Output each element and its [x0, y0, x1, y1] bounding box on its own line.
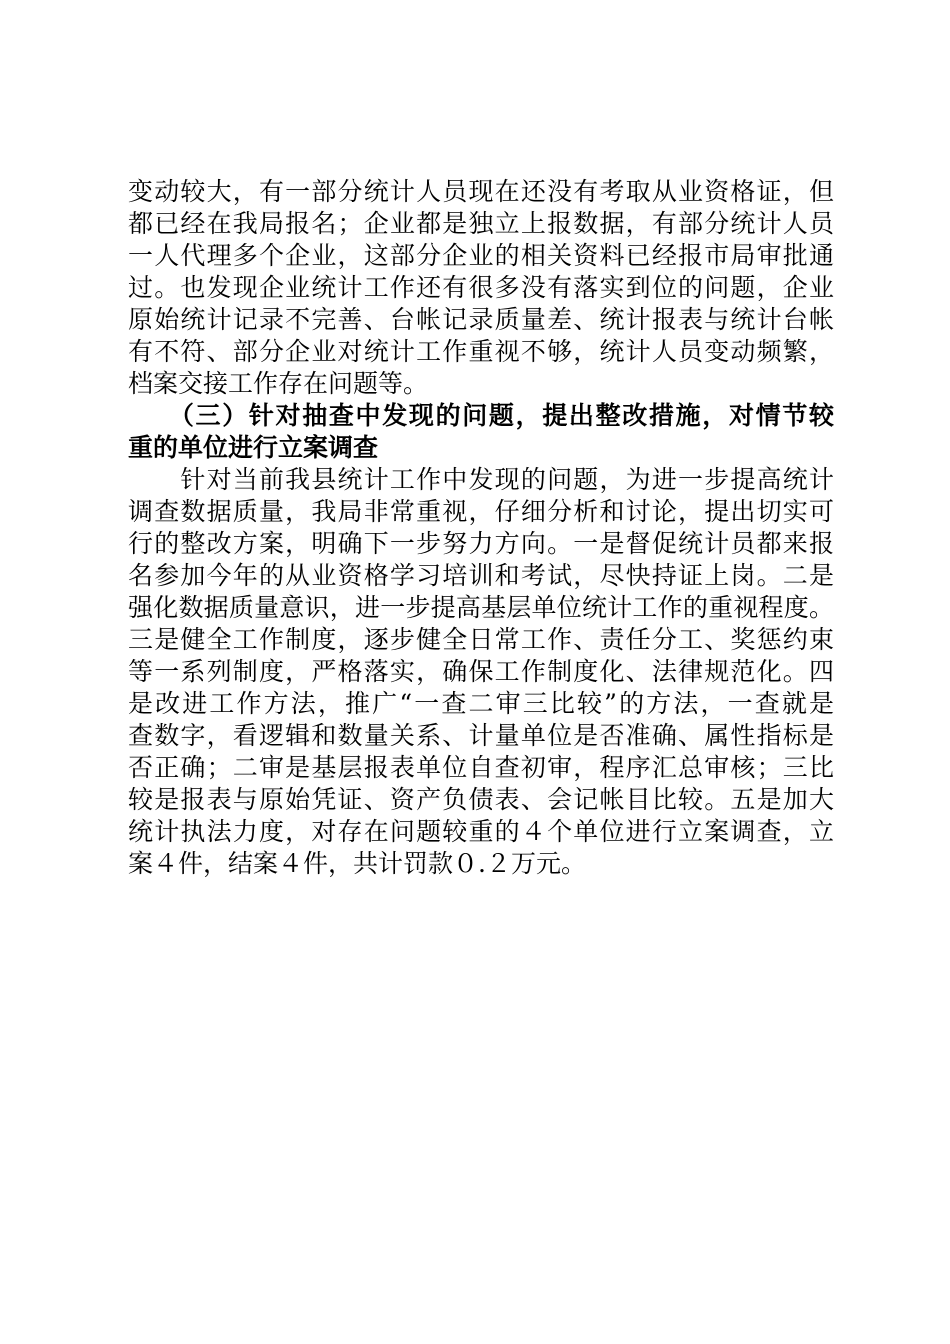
section-heading	[128, 400, 834, 464]
text-line: 一人代理多个企业，这部分企业的相关资料已经报市局审批通	[128, 241, 834, 270]
text-line: 档案交接工作存在问题等。	[128, 369, 429, 398]
text-line: 案４件，结案４件，共计罚款０.２万元。	[128, 849, 586, 878]
text-line: 原始统计记录不完善、台帐记录质量差、统计报表与统计台帐	[128, 305, 834, 334]
heading-line: 重的单位进行立案调查	[128, 433, 379, 462]
text-line: 三是健全工作制度，逐步健全日常工作、责任分工、奖惩约束	[128, 625, 834, 654]
text-line: 是改进工作方法，推广“一查二审三比较”的方法，一查就是	[128, 689, 834, 718]
text-line: 变动较大，有一部分统计人员现在还没有考取从业资格证，但	[128, 177, 834, 206]
text-line: 较是报表与原始凭证、资产负债表、会记帐目比较。五是加大	[128, 785, 834, 814]
paragraph-2	[128, 464, 834, 880]
text-line: 名参加今年的从业资格学习培训和考试，尽快持证上岗。二是	[128, 561, 834, 590]
text-line: 都已经在我局报名；企业都是独立上报数据，有部分统计人员	[128, 209, 834, 238]
document-body	[128, 176, 834, 880]
text-line: 针对当前我县统计工作中发现的问题，为进一步提高统计	[128, 465, 834, 494]
text-line: 调查数据质量，我局非常重视，仔细分析和讨论，提出切实可	[128, 497, 834, 526]
heading-line: （三）针对抽查中发现的问题，提出整改措施，对情节较	[128, 401, 834, 430]
text-line: 有不符、部分企业对统计工作重视不够，统计人员变动频繁，	[128, 337, 834, 366]
text-line: 过。也发现企业统计工作还有很多没有落实到位的问题，企业	[128, 273, 834, 302]
text-line: 查数字，看逻辑和数量关系、计量单位是否准确、属性指标是	[128, 721, 834, 750]
text-line: 否正确；二审是基层报表单位自查初审，程序汇总审核；三比	[128, 753, 834, 782]
paragraph-1	[128, 176, 834, 400]
text-line: 强化数据质量意识，进一步提高基层单位统计工作的重视程度。	[128, 593, 834, 622]
text-line: 统计执法力度，对存在问题较重的４个单位进行立案调查，立	[128, 817, 834, 846]
text-line: 行的整改方案，明确下一步努力方向。一是督促统计员都来报	[128, 529, 834, 558]
text-line: 等一系列制度，严格落实，确保工作制度化、法律规范化。四	[128, 657, 834, 686]
